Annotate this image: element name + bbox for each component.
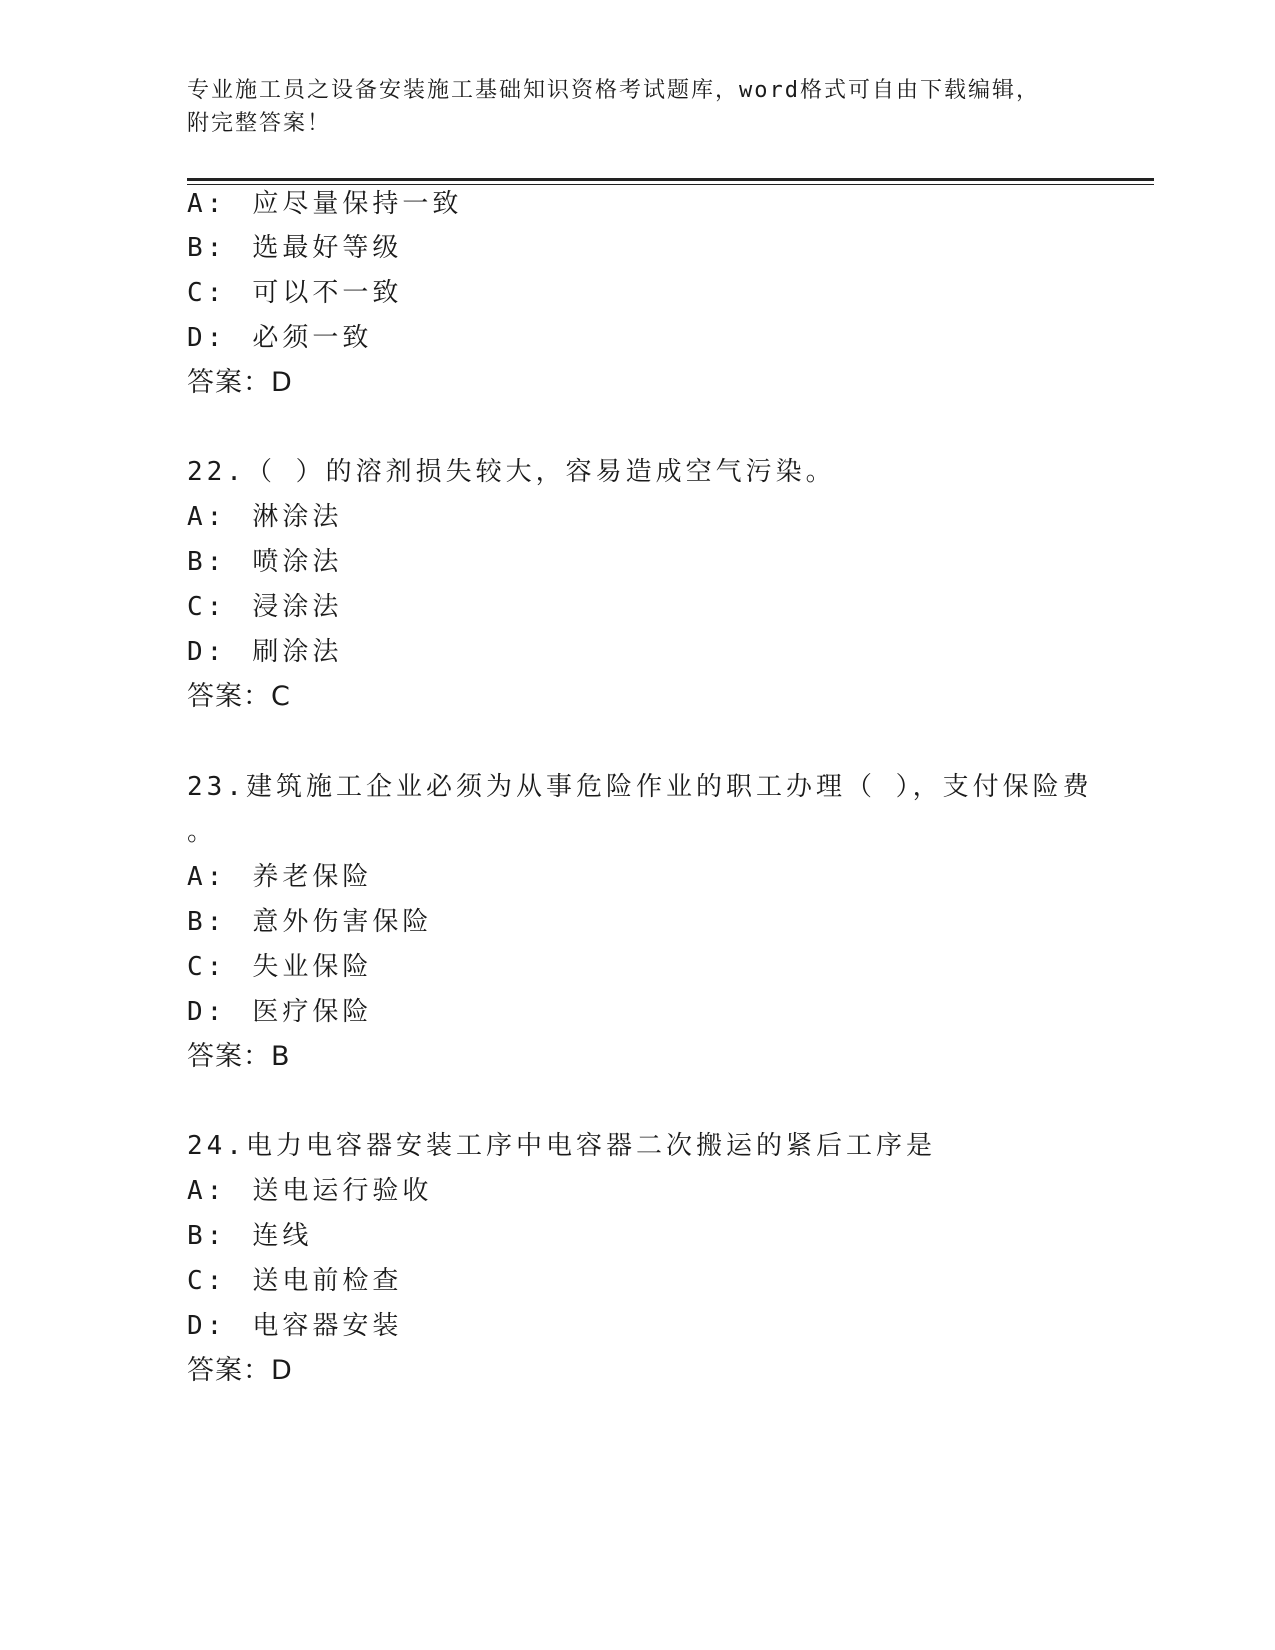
q24-answer: 答案：D (187, 1355, 293, 1386)
q23-option-c (187, 951, 372, 983)
q22-option-a (187, 501, 342, 533)
option-text: 淋涂法 (252, 502, 343, 532)
option-text: 应尽量保持一致 (252, 189, 463, 219)
q24-option-c (187, 1265, 402, 1297)
q22-option-b (187, 546, 342, 578)
q23-option-b (187, 906, 432, 938)
q23-answer: 答案：B (187, 1041, 291, 1072)
option-key: C: (187, 592, 227, 622)
option-key: C: (187, 1266, 227, 1296)
option-key: D: (187, 637, 227, 667)
option-text: 养老保险 (252, 862, 373, 892)
q23-option-d (187, 996, 372, 1028)
option-text: 喷涂法 (252, 547, 343, 577)
q21-option-d (187, 322, 372, 354)
header-divider-thick (187, 178, 1154, 181)
q22-stem: 22.（ ）的溶剂损失较大，容易造成空气污染。 (187, 457, 836, 487)
q21-option-a (187, 188, 462, 220)
option-text: 医疗保险 (252, 997, 373, 1027)
option-key: D: (187, 1311, 227, 1341)
option-key: C: (187, 952, 227, 982)
option-text: 选最好等级 (252, 233, 403, 263)
option-text: 浸涂法 (252, 592, 343, 622)
option-key: D: (187, 997, 227, 1027)
option-key: A: (187, 862, 227, 892)
option-key: A: (187, 189, 227, 219)
option-text: 刷涂法 (252, 637, 343, 667)
q21-option-c (187, 277, 402, 309)
q22-option-c (187, 591, 342, 623)
option-key: A: (187, 502, 227, 532)
option-text: 送电前检查 (252, 1266, 403, 1296)
option-text: 意外伤害保险 (252, 907, 433, 937)
option-text: 可以不一致 (252, 278, 403, 308)
q23-option-a (187, 861, 372, 893)
header-line-1: 专业施工员之设备安装施工基础知识资格考试题库，word格式可自由下载编辑， (187, 78, 1040, 103)
option-text: 送电运行验收 (252, 1176, 433, 1206)
option-key: A: (187, 1176, 227, 1206)
option-key: D: (187, 323, 227, 353)
option-key: C: (187, 278, 227, 308)
q24-option-b (187, 1220, 312, 1252)
option-text: 连线 (252, 1221, 313, 1251)
option-text: 必须一致 (252, 323, 373, 353)
q22-answer: 答案：C (187, 681, 291, 712)
q21-option-b (187, 232, 402, 264)
option-key: B: (187, 547, 227, 577)
option-text: 失业保险 (252, 952, 373, 982)
document-header (187, 74, 1087, 140)
option-key: B: (187, 233, 227, 263)
header-line-2: 附完整答案！ (187, 111, 332, 136)
q24-option-d (187, 1310, 402, 1342)
header-divider-thin (187, 184, 1154, 185)
option-key: B: (187, 1221, 227, 1251)
q21-answer: 答案：D (187, 367, 293, 398)
q22-option-d (187, 636, 342, 668)
option-text: 电容器安装 (252, 1311, 403, 1341)
q24-stem: 24.电力电容器安装工序中电容器二次搬运的紧后工序是 (187, 1131, 936, 1161)
q23-stem-continuation: 。 (187, 817, 218, 847)
option-key: B: (187, 907, 227, 937)
q23-stem: 23.建筑施工企业必须为从事危险作业的职工办理（ ），支付保险费 (187, 772, 1093, 802)
q24-option-a (187, 1175, 432, 1207)
